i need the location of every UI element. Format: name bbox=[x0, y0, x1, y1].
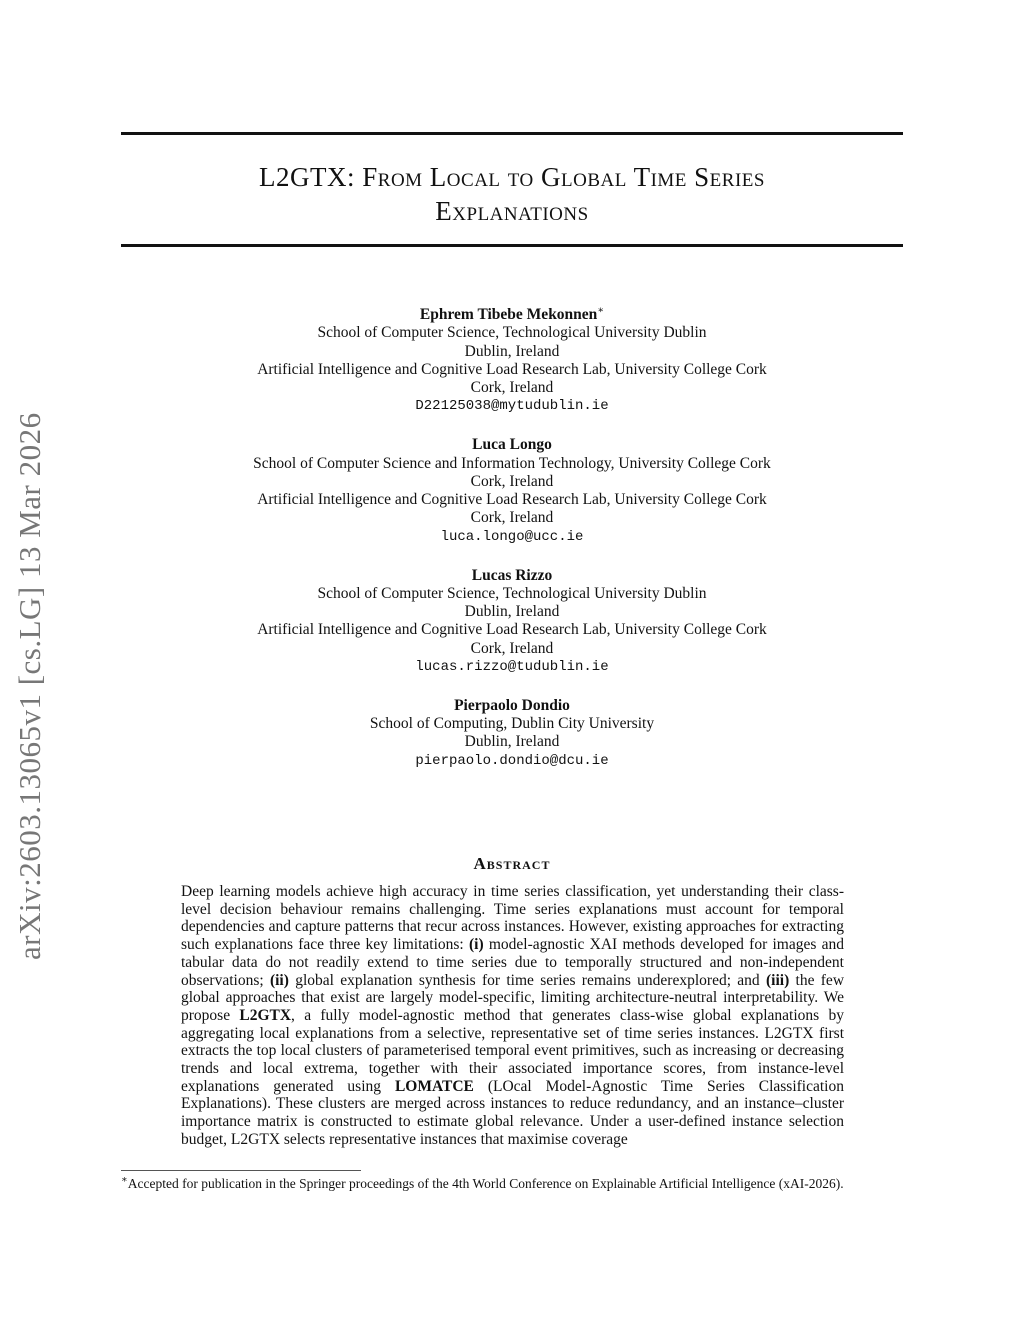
author-3 bbox=[121, 567, 903, 677]
abstract-span: , a fully model-agnostic method that generates class-wise global explanations by aggregating local explanations from a selective, representative set of time series instances. L2GTX first extracts the top local clusters of parameterised temporal event primitives, such as increasing or decreasing trends and local extrema, together with their associated importance scores, from instance-level explanations generated using bbox=[181, 1006, 844, 1095]
footnote bbox=[121, 1175, 903, 1192]
affiliation-line: Cork, Ireland bbox=[470, 509, 554, 527]
affiliation-line: Dublin, Ireland bbox=[464, 342, 560, 360]
affiliation-line: Cork, Ireland bbox=[470, 639, 554, 657]
author-4 bbox=[121, 697, 903, 770]
affiliation-line: School of Computer Science, Technological University Dublin bbox=[317, 324, 707, 342]
abstract-span: model-agnostic XAI methods developed for images and tabular data do not readily extend to time series due to temporally structured and non-independent observations; bbox=[181, 936, 844, 989]
affiliation-line: Dublin, Ireland bbox=[464, 603, 560, 621]
affiliation-line: Cork, Ireland bbox=[470, 472, 554, 490]
author-email[interactable]: lucas.rizzo@tudublin.ie bbox=[415, 659, 609, 676]
title-line-1: L2GTX: From Local to Global Time Series bbox=[259, 162, 765, 192]
affiliation-line: Artificial Intelligence and Cognitive Load Research Lab, University College Cork bbox=[257, 360, 767, 378]
footnote-rule bbox=[121, 1170, 361, 1171]
affiliation-line: School of Computer Science, Technological University Dublin bbox=[317, 584, 707, 602]
affiliation-line: School of Computer Science and Information Technology, University College Cork bbox=[253, 454, 771, 472]
abstract-span: Deep learning models achieve high accuracy in time series classification, yet understanding their class-level decision behaviour remains challenging. Time series explanations must account for temporal dependencies and capture patterns that recur across instances. However, existing approaches for extracting such explanations face three key limitations: bbox=[181, 883, 844, 954]
title-top-rule bbox=[121, 132, 903, 135]
paper-title bbox=[121, 160, 903, 228]
footnote-mark: ∗ bbox=[597, 304, 605, 316]
author-email[interactable]: luca.longo@ucc.ie bbox=[440, 528, 584, 545]
affiliation-line: School of Computing, Dublin City University bbox=[369, 715, 655, 733]
abstract-span: the few global approaches that exist are largely model-specific, limiting architecture-neutral interpretability. We propose bbox=[181, 971, 845, 1024]
method-name-lomatce: LOMATCE bbox=[394, 1077, 474, 1095]
affiliation-line: Artificial Intelligence and Cognitive Load Research Lab, University College Cork bbox=[257, 491, 767, 509]
author-2 bbox=[121, 436, 903, 546]
footnote-text: Accepted for publication in the Springer proceedings of the 4th World Conference on Explainable Artificial Intelligence (xAI-2026). bbox=[127, 1176, 844, 1191]
affiliation-line: Dublin, Ireland bbox=[464, 733, 560, 751]
method-name-l2gtx: L2GTX bbox=[239, 1006, 292, 1024]
footnote-mark: ∗ bbox=[121, 1174, 128, 1186]
abstract-span: (LOcal Model-Agnostic Time Series Classification Explanations). These clusters are merged across instances to reduce redundancy, and an instance–cluster importance matrix is constructed to estimate global relevance. Under a user-defined instance selection budget, L2GTX selects representative instances that maximise coverage bbox=[181, 1077, 844, 1148]
author-name: Ephrem Tibebe Mekonnen bbox=[419, 306, 598, 323]
abstract-marker: (iii) bbox=[765, 971, 790, 989]
abstract-marker: (i) bbox=[468, 936, 484, 954]
author-email[interactable]: pierpaolo.dondio@dcu.ie bbox=[415, 752, 609, 769]
author-block bbox=[121, 306, 903, 791]
author-name: Pierpaolo Dondio bbox=[454, 696, 570, 714]
abstract-text bbox=[181, 883, 844, 1149]
abstract-marker: (ii) bbox=[269, 971, 289, 989]
affiliation-line: Cork, Ireland bbox=[470, 379, 554, 397]
arxiv-identifier: arXiv:2603.13065v1 [cs.LG] 13 Mar 2026 bbox=[12, 412, 47, 960]
abstract-heading: Abstract bbox=[473, 854, 551, 873]
abstract-span: global explanation synthesis for time series remains underexplored; and bbox=[288, 971, 766, 989]
title-bottom-rule bbox=[121, 244, 903, 247]
title-line-2: Explanations bbox=[435, 196, 589, 226]
affiliation-line: Artificial Intelligence and Cognitive Load Research Lab, University College Cork bbox=[257, 621, 767, 639]
author-email[interactable]: D22125038@mytudublin.ie bbox=[415, 398, 609, 415]
author-name: Lucas Rizzo bbox=[471, 566, 553, 584]
author-name: Luca Longo bbox=[472, 436, 552, 454]
author-1 bbox=[121, 306, 903, 416]
